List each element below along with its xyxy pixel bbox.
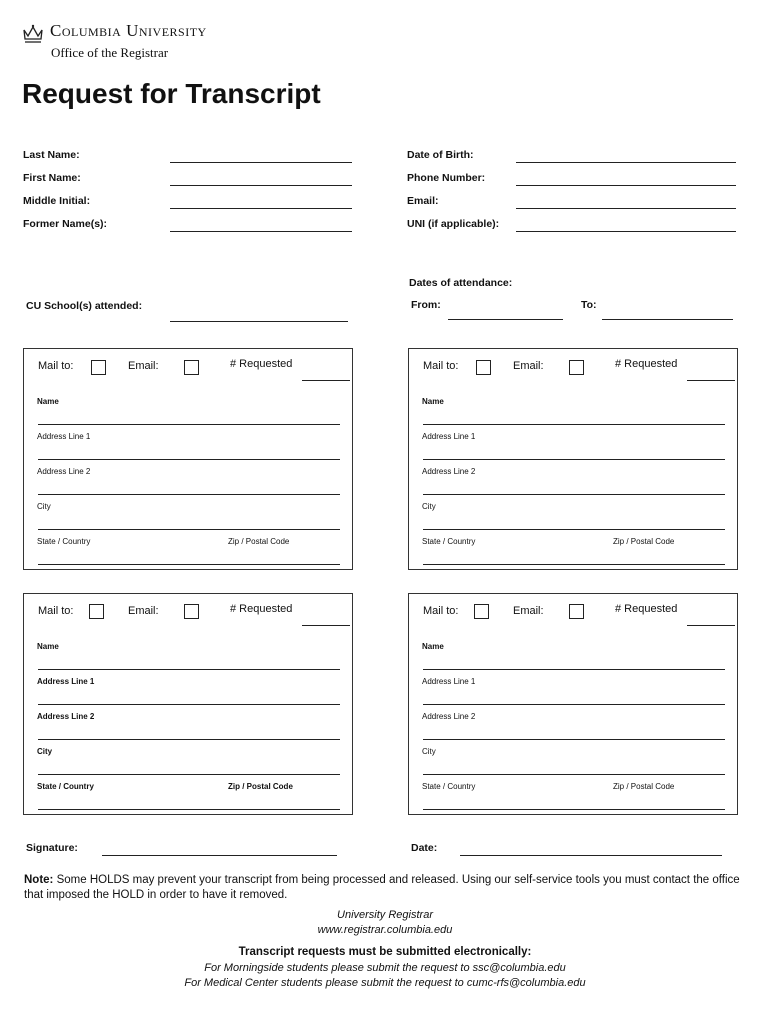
requested-label: # Requested — [230, 358, 293, 370]
mail-to-checkbox[interactable] — [474, 604, 489, 619]
state-zip-field[interactable] — [38, 564, 340, 565]
address1-label: Address Line 1 — [37, 432, 91, 441]
date-label: Date: — [411, 842, 438, 854]
mail-to-checkbox[interactable] — [91, 360, 106, 375]
requested-field[interactable] — [687, 380, 735, 381]
email-option-label: Email: — [513, 605, 544, 617]
address2-field[interactable] — [423, 494, 725, 495]
address1-field[interactable] — [423, 459, 725, 460]
phone-field[interactable] — [516, 185, 736, 186]
mail-to-checkbox[interactable] — [89, 604, 104, 619]
city-label: City — [422, 502, 436, 511]
office-name: Office of the Registrar — [51, 45, 169, 60]
signature-label: Signature: — [26, 842, 78, 854]
email-option-label: Email: — [128, 605, 159, 617]
last-name-label: Last Name: — [23, 149, 80, 161]
state-label: State / Country — [37, 782, 94, 791]
name-field[interactable] — [38, 669, 340, 670]
email-option-label: Email: — [513, 360, 544, 372]
school-field[interactable] — [170, 321, 348, 322]
city-label: City — [422, 747, 436, 756]
recipient-box-1 — [23, 348, 353, 570]
dob-field[interactable] — [516, 162, 736, 163]
phone-label: Phone Number: — [407, 172, 486, 184]
city-field[interactable] — [38, 529, 340, 530]
middle-initial-label: Middle Initial: — [23, 195, 91, 207]
address1-label: Address Line 1 — [422, 677, 476, 686]
address1-field[interactable] — [38, 459, 340, 460]
zip-label: Zip / Postal Code — [228, 537, 290, 546]
former-names-field[interactable] — [170, 231, 352, 232]
recipient-box-4 — [408, 593, 738, 815]
address2-label: Address Line 2 — [422, 467, 476, 476]
mail-to-checkbox[interactable] — [476, 360, 491, 375]
signature-field[interactable] — [102, 855, 337, 856]
name-label: Name — [37, 397, 59, 406]
address1-label: Address Line 1 — [422, 432, 476, 441]
mail-to-label: Mail to: — [423, 360, 459, 372]
address2-field[interactable] — [38, 739, 340, 740]
address1-field[interactable] — [423, 704, 725, 705]
note-label: Note: — [24, 874, 54, 886]
note-text: Some HOLDS may prevent your transcript from being processed and released. Using our self-service tools you must contact the office that imposed the HOLD in order to have it removed. — [24, 874, 740, 901]
state-label: State / Country — [37, 537, 91, 546]
mail-to-label: Mail to: — [423, 605, 459, 617]
middle-initial-field[interactable] — [170, 208, 352, 209]
state-zip-field[interactable] — [423, 809, 725, 810]
name-field[interactable] — [38, 424, 340, 425]
requested-field[interactable] — [687, 625, 735, 626]
city-field[interactable] — [423, 529, 725, 530]
name-field[interactable] — [423, 424, 725, 425]
medical-center-instructions: For Medical Center students please submit the request to cumc-rfs@columbia.edu — [184, 977, 586, 989]
first-name-label: First Name: — [23, 172, 81, 184]
holds-note — [24, 873, 744, 903]
recipient-box-3 — [23, 593, 353, 815]
requested-label: # Requested — [230, 603, 293, 615]
former-names-label: Former Name(s): — [23, 218, 108, 230]
uni-label: UNI (if applicable): — [407, 218, 500, 230]
city-field[interactable] — [38, 774, 340, 775]
zip-label: Zip / Postal Code — [613, 537, 675, 546]
dob-label: Date of Birth: — [407, 149, 474, 161]
address2-label: Address Line 2 — [37, 467, 91, 476]
zip-label: Zip / Postal Code — [228, 782, 293, 791]
state-label: State / Country — [422, 537, 476, 546]
crown-icon — [22, 24, 44, 44]
date-field[interactable] — [460, 855, 722, 856]
email-checkbox[interactable] — [184, 360, 199, 375]
zip-label: Zip / Postal Code — [613, 782, 675, 791]
morningside-instructions: For Morningside students please submit the request to ssc@columbia.edu — [204, 962, 566, 974]
name-label: Name — [422, 397, 444, 406]
state-label: State / Country — [422, 782, 476, 791]
city-label: City — [37, 502, 51, 511]
last-name-field[interactable] — [170, 162, 352, 163]
city-field[interactable] — [423, 774, 725, 775]
email-field[interactable] — [516, 208, 736, 209]
to-field[interactable] — [602, 319, 733, 320]
email-checkbox[interactable] — [184, 604, 199, 619]
requested-field[interactable] — [302, 625, 350, 626]
from-field[interactable] — [448, 319, 563, 320]
state-zip-field[interactable] — [38, 809, 340, 810]
requested-label: # Requested — [615, 603, 678, 615]
to-label: To: — [581, 299, 597, 311]
first-name-field[interactable] — [170, 185, 352, 186]
mail-to-label: Mail to: — [38, 605, 74, 617]
university-logo — [22, 22, 207, 44]
name-label: Name — [37, 642, 59, 651]
requested-label: # Requested — [615, 358, 678, 370]
registrar-name: University Registrar — [337, 909, 433, 921]
school-label: CU School(s) attended: — [26, 300, 143, 312]
email-checkbox[interactable] — [569, 360, 584, 375]
email-label: Email: — [407, 195, 439, 207]
address2-label: Address Line 2 — [422, 712, 476, 721]
address2-field[interactable] — [38, 494, 340, 495]
address1-label: Address Line 1 — [37, 677, 95, 686]
submit-heading: Transcript requests must be submitted electronically: — [238, 946, 532, 958]
page-title: Request for Transcript — [22, 78, 321, 109]
from-label: From: — [411, 299, 441, 311]
name-field[interactable] — [423, 669, 725, 670]
attendance-label: Dates of attendance: — [409, 277, 513, 289]
email-checkbox[interactable] — [569, 604, 584, 619]
uni-field[interactable] — [516, 231, 736, 232]
mail-to-label: Mail to: — [38, 360, 74, 372]
address2-field[interactable] — [423, 739, 725, 740]
state-zip-field[interactable] — [423, 564, 725, 565]
city-label: City — [37, 747, 53, 756]
registrar-website: www.registrar.columbia.edu — [317, 924, 453, 936]
name-label: Name — [422, 642, 444, 651]
recipient-box-2 — [408, 348, 738, 570]
university-name: Columbia University — [50, 21, 207, 40]
address1-field[interactable] — [38, 704, 340, 705]
address2-label: Address Line 2 — [37, 712, 95, 721]
email-option-label: Email: — [128, 360, 159, 372]
requested-field[interactable] — [302, 380, 350, 381]
